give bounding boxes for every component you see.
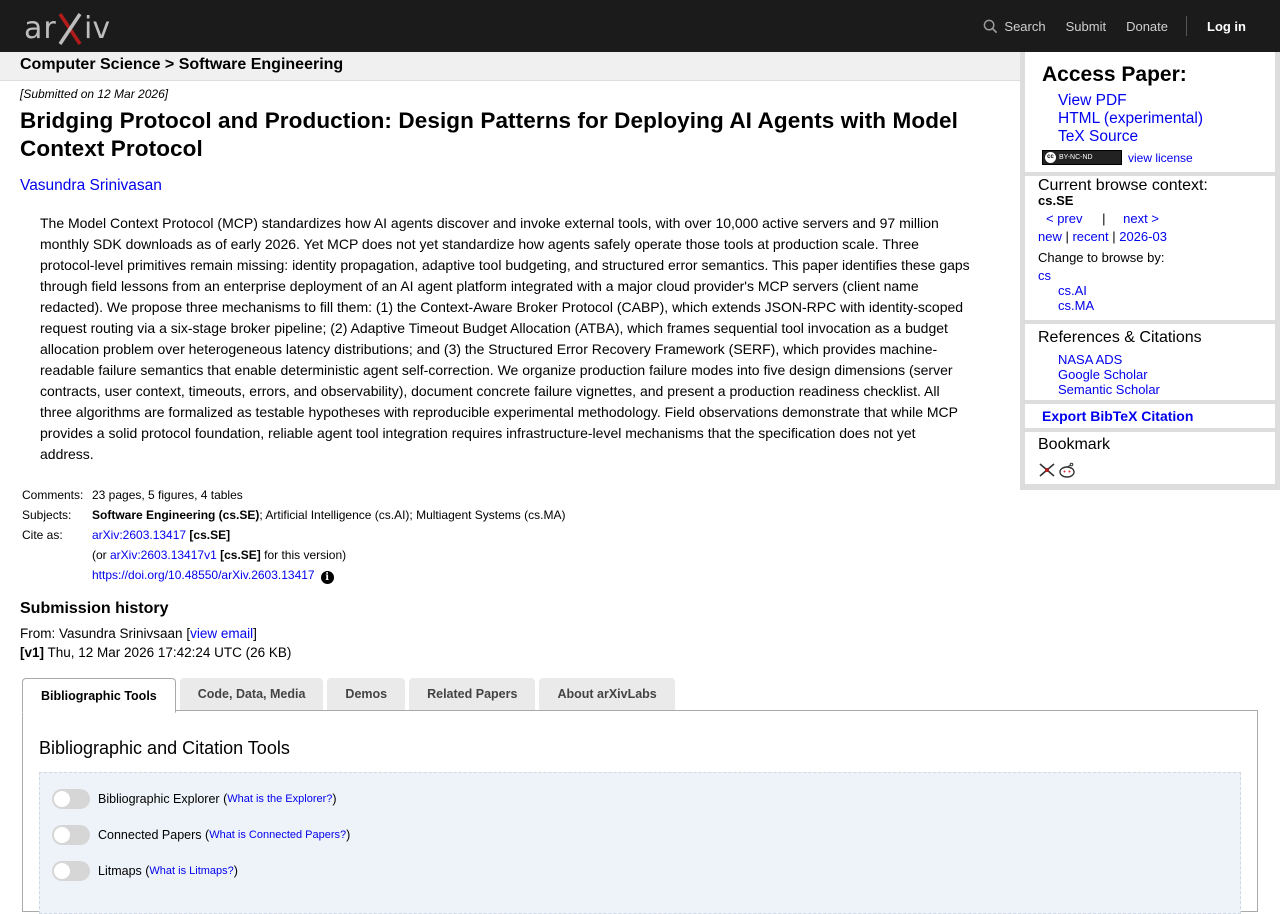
cc-license-badge[interactable] — [1042, 150, 1122, 165]
submission-history-heading: Submission history — [20, 600, 169, 617]
bibsonomy-icon[interactable] — [1038, 462, 1056, 478]
cite-label: Cite as: — [22, 528, 63, 542]
breadcrumb: Computer Science > Software Engineering — [20, 56, 344, 73]
version-text: Thu, 12 Mar 2026 17:42:24 UTC (26 KB) — [44, 645, 292, 660]
bibliographic-explorer-toggle[interactable] — [52, 789, 90, 809]
tab-code-data-media[interactable]: Code, Data, Media — [180, 678, 324, 710]
prev-link[interactable]: < prev — [1046, 211, 1083, 226]
tool-help-link[interactable]: What is Litmaps? — [149, 865, 234, 877]
svg-text:ar: ar — [24, 11, 57, 46]
tool-help-link[interactable]: What is the Explorer? — [227, 793, 333, 805]
tool-row: Litmaps ( What is Litmaps? ) — [40, 853, 1240, 889]
access-paper-heading: Access Paper: — [1042, 63, 1187, 86]
connected-papers-toggle[interactable] — [52, 825, 90, 845]
export-box — [1025, 404, 1275, 428]
tool-name: Litmaps — [98, 864, 142, 878]
tab-about-arxivlabs[interactable]: About arXivLabs — [539, 678, 674, 710]
month-link[interactable]: 2026-03 — [1119, 229, 1167, 244]
svg-text:iv: iv — [84, 11, 111, 46]
browse-context-heading: Current browse context: — [1038, 177, 1208, 194]
from-end: ] — [253, 626, 257, 641]
cite-version-suffix: for this version) — [260, 548, 347, 562]
doi-link[interactable]: https://doi.org/10.48550/arXiv.2603.13417 — [92, 568, 315, 582]
tool-name: Connected Papers — [98, 828, 202, 842]
litmaps-toggle[interactable] — [52, 861, 90, 881]
tool-help-link[interactable]: What is Connected Papers? — [209, 829, 347, 841]
primary-subject: Software Engineering (cs.SE) — [92, 508, 260, 522]
view-pdf-link[interactable]: View PDF — [1058, 92, 1127, 109]
nav-pipe: | — [1102, 211, 1106, 226]
arxiv-logo[interactable] — [22, 6, 118, 48]
bookmark-heading: Bookmark — [1038, 436, 1111, 453]
reddit-icon[interactable] — [1058, 462, 1076, 478]
labs-tabs — [22, 678, 679, 713]
tab-panel — [22, 710, 1258, 912]
bookmark-box — [1025, 432, 1275, 484]
tools-box — [39, 772, 1241, 914]
recent-link[interactable]: recent — [1072, 229, 1109, 244]
view-license-link[interactable]: view license — [1128, 150, 1193, 165]
nav-divider — [1186, 16, 1187, 36]
browse-cs-ai-link[interactable]: cs.AI — [1058, 283, 1087, 298]
cite-version-category: [cs.SE] — [220, 548, 261, 562]
toggle-knob — [54, 827, 70, 843]
references-box — [1025, 324, 1275, 400]
cite-category: [cs.SE] — [189, 528, 231, 542]
top-header — [0, 0, 1280, 52]
semantic-scholar-link[interactable]: Semantic Scholar — [1058, 382, 1160, 397]
view-email-link[interactable]: view email — [190, 626, 254, 641]
sidebar — [1020, 52, 1280, 490]
subjects-label: Subjects: — [22, 508, 72, 522]
cite-id-link[interactable]: arXiv:2603.13417 — [92, 528, 187, 542]
other-subjects: ; Artificial Intelligence (cs.AI); Multiagent Systems (cs.MA) — [259, 508, 566, 522]
next-link[interactable]: next > — [1123, 211, 1159, 226]
tex-source-link[interactable]: TeX Source — [1058, 128, 1139, 145]
comments-label: Comments: — [22, 488, 84, 502]
toggle-knob — [54, 863, 70, 879]
nasa-ads-link[interactable]: NASA ADS — [1058, 352, 1123, 367]
tool-row: Bibliographic Explorer ( What is the Explorer? ) — [40, 781, 1240, 817]
tool-row: Connected Papers ( What is Connected Papers? ) — [40, 817, 1240, 853]
new-link[interactable]: new — [1038, 229, 1062, 244]
search-label: Search — [1004, 18, 1046, 34]
tab-demos[interactable]: Demos — [327, 678, 405, 710]
version-tag: [v1] — [20, 645, 45, 660]
toggle-knob — [54, 791, 70, 807]
tab-bibliographic-tools[interactable]: Bibliographic Tools — [22, 678, 176, 713]
comments-value: 23 pages, 5 figures, 4 tables — [92, 488, 243, 502]
cc-badge-text: BY-NC-ND — [1059, 154, 1093, 161]
paper-main — [20, 80, 1000, 662]
search-link[interactable] — [983, 19, 1045, 34]
author-link[interactable]: Vasundra Srinivasan — [20, 177, 162, 194]
browse-cs-ma-link[interactable]: cs.MA — [1058, 298, 1095, 313]
export-bibtex-link[interactable]: Export BibTeX Citation — [1042, 408, 1194, 424]
metadata-table — [20, 488, 565, 588]
submit-link[interactable]: Submit — [1065, 18, 1107, 34]
access-paper-box — [1025, 52, 1275, 172]
browse-context-value: cs.SE — [1038, 193, 1074, 208]
tab-panel-heading: Bibliographic and Citation Tools — [39, 738, 290, 758]
cite-or-text: (or — [92, 548, 110, 562]
submission-history — [20, 624, 1000, 662]
submission-date: [Submitted on 12 Mar 2026] — [20, 87, 169, 101]
cc-icon: cc — [1045, 152, 1056, 163]
abstract: The Model Context Protocol (MCP) standardizes how AI agents discover and invoke external tools, with over 10,000 active servers and 97 million monthly SDK downloads as of early 2026. Yet MCP does not yet standardize how agents safely operate those tools at production scale. Three protocol-level primitives remain missing: identity propagation, adaptive tool budgeting, and structured error semantics. This paper identifies these gaps through field lessons from an enterprise deployment of an AI agent platform integrated with a major cloud provider's MCP servers (client name redacted). We propose three mechanisms to fill them: (1) the Context-Aware Broker Protocol (CABP), which extends JSON-RPC with identity-scoped request routing via a six-stage broker pipeline; (2) Adaptive Timeout Budget Allocation (ATBA), which frames sequential tool invocation as a budget allocation problem over heterogeneous latency distributions; and (3) the Structured Error Recovery Framework (SERF), which provides machine-readable failure semantics that enable deterministic agent self-correction. We organize production failure modes into five design dimensions (server contracts, user context, timeouts, errors, and observability), document concrete failure vignettes, and present a production readiness checklist. All three algorithms are formalized as testable hypotheses with reproducible experimental methodology. Field observations demonstrate that while MCP provides a solid protocol foundation, reliable agent tool integration requires infrastructure-level mechanisms that the specification does not yet address. — [40, 215, 970, 462]
donate-link[interactable]: Donate — [1126, 18, 1168, 34]
search-icon — [983, 19, 998, 34]
paper-title: Bridging Protocol and Production: Design Patterns for Deploying AI Agents with Model Context Protocol — [20, 108, 958, 161]
login-link[interactable]: Log in — [1207, 18, 1246, 34]
browse-context-box: Current browse context: cs.SE < prev | next > new | recent | 2026-03 Change to browse by: cs cs.AI cs.MA — [1025, 176, 1275, 320]
info-icon[interactable]: i — [321, 571, 334, 584]
tool-name: Bibliographic Explorer — [98, 792, 220, 806]
cite-version-link[interactable]: arXiv:2603.13417v1 — [110, 548, 217, 562]
browse-cs-link[interactable]: cs — [1038, 268, 1051, 283]
tab-related-papers[interactable]: Related Papers — [409, 678, 535, 710]
html-link[interactable]: HTML (experimental) — [1058, 110, 1203, 127]
google-scholar-link[interactable]: Google Scholar — [1058, 367, 1148, 382]
from-text: From: Vasundra Srinivsaan [ — [20, 626, 191, 641]
breadcrumb-bar — [0, 52, 1020, 81]
change-browse-label: Change to browse by: — [1038, 250, 1165, 265]
references-heading: References & Citations — [1038, 329, 1202, 346]
